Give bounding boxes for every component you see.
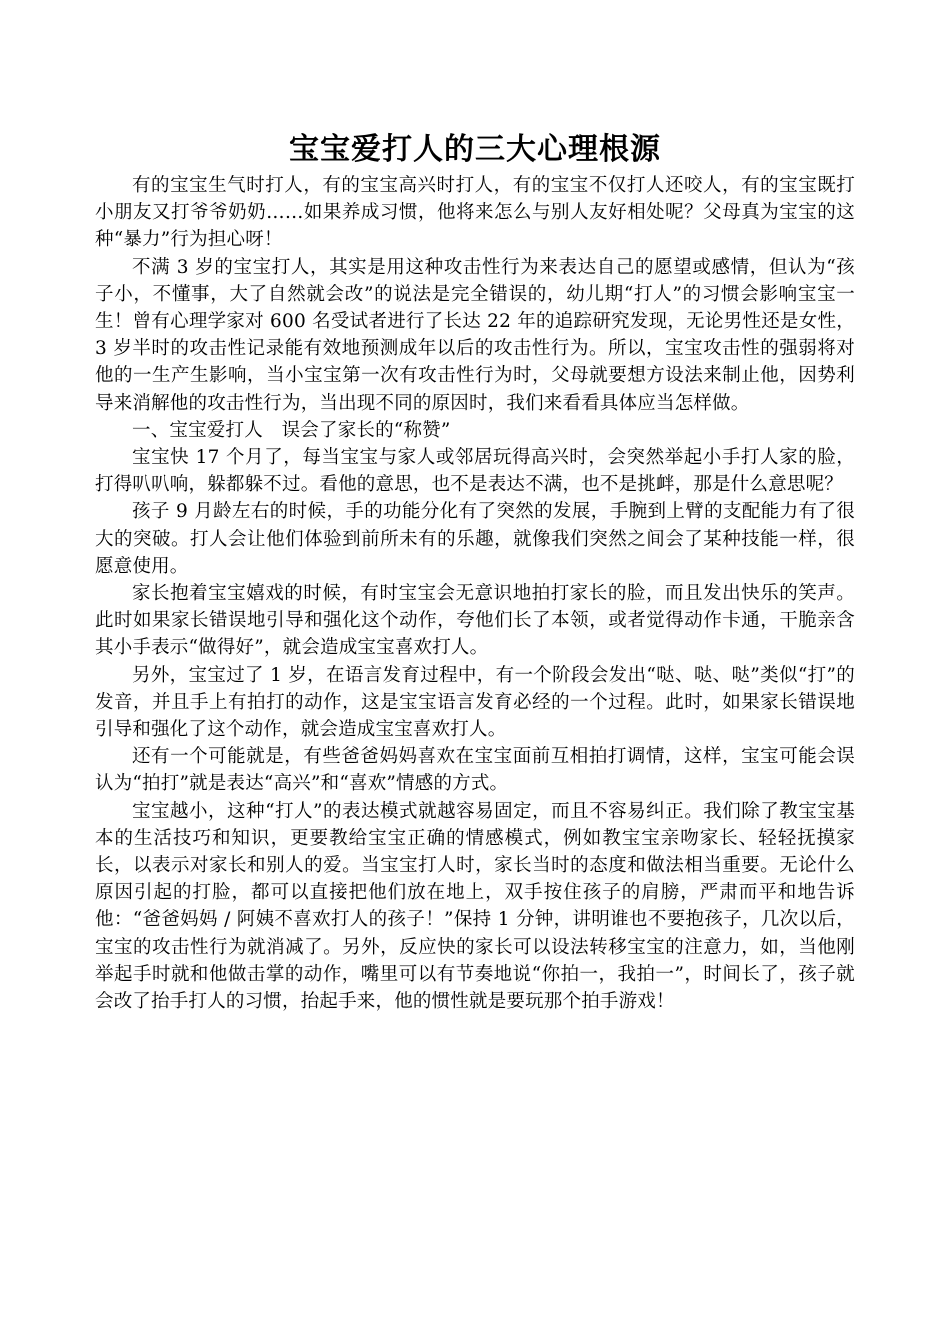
paragraph-parent-play: 家长抱着宝宝嬉戏的时候，有时宝宝会无意识地拍打家长的脸，而且发出快乐的笑声。此时如果家长错误地引导和强化这个动作，夸他们长了本领，或者觉得动作卡通，干脆亲含其小手表示“做得好”，就会造成宝宝喜欢打人。 <box>95 583 855 659</box>
paragraph-language: 另外，宝宝过了 1 岁，在语言发育过程中，有一个阶段会发出“哒、哒、哒”类似“打”的发音，并且手上有拍打的动作，这是宝宝语言发育必经的一个过程。此时，如果家长错误地引导和强化了这个动作，就会造成宝宝喜欢打人。 <box>95 664 856 741</box>
paragraph-development: 孩子 9 月龄左右的时候，手的功能分化有了突然的发展，手腕到上臂的支配能力有了很大的突破。打人会让他们体验到前所未有的乐趣，就像我们突然之间会了某种技能一样，很愿意使用。 <box>95 501 855 577</box>
paragraph-intro: 有的宝宝生气时打人，有的宝宝高兴时打人，有的宝宝不仅打人还咬人，有的宝宝既打小朋友又打爷爷奶奶……如果养成习惯，他将来怎么与别人友好相处呢？父母真为宝宝的这种“暴力”行为担心呀！ <box>95 175 855 251</box>
paragraph-case: 宝宝快 17 个月了，每当宝宝与家人或邻居玩得高兴时，会突然举起小手打人家的脸，打得叭叭响，躲都躲不过。看他的意思，也不是表达不满，也不是挑衅，那是什么意思呢？ <box>95 447 855 496</box>
paragraph-parents-habit: 还有一个可能就是，有些爸爸妈妈喜欢在宝宝面前互相拍打调情，这样，宝宝可能会误认为“拍打”就是表达“高兴”和“喜欢”情感的方式。 <box>95 746 855 795</box>
paragraph-advice: 宝宝越小，这种“打人”的表达模式就越容易固定，而且不容易纠正。我们除了教宝宝基本的生活技巧和知识，更要教给宝宝正确的情感模式，例如教宝宝亲吻家长、轻轻抚摸家长，以表示对家长和别人的爱。当宝宝打人时，家长当时的态度和做法相当重要。无论什么原因引起的打脸，都可以直接把他们放在地上，双手按住孩子的肩膀，严肃而平和地告诉他：“爸爸妈妈 / 阿姨不喜欢打人的孩子！”保持 1 分钟，讲明谁也不要抱孩子，几次以后，宝宝的攻击性行为就消减了。另外，反应快的家长可以设法转移宝宝的注意力，如，当他刚举起手时就和他做击掌的动作，嘴里可以有节奏地说“你拍一，我拍一”，时间长了，孩子就会改了抬手打人的习惯，抬起手来，他的惯性就是要玩那个拍手游戏！ <box>95 800 855 1013</box>
paragraph-background: 不满 3 岁的宝宝打人，其实是用这种攻击性行为来表达自己的愿望或感情，但认为“孩子小，不懂事，大了自然就会改”的说法是完全错误的，幼儿期“打人”的习惯会影响宝宝一生！曾有心理学家对 600 名受试者进行了长达 22 年的追踪研究发现，无论男性还是女性，3 岁半时的攻击性记录能有效地预测成年以后的攻击性行为。所以，宝宝攻击性的强弱将对他的一生产生影响，当小宝宝第一次有攻击性行为时，父母就要想方设法来制止他，因势利导来消解他的攻击性行为，当出现不同的原因时，我们来看看具体应当怎样做。 <box>95 256 855 414</box>
section-heading-1: 一、宝宝爱打人 误会了家长的“称赞” <box>132 419 451 441</box>
document-page <box>95 128 855 1015</box>
document-title: 宝宝爱打人的三大心理根源 <box>289 132 661 167</box>
